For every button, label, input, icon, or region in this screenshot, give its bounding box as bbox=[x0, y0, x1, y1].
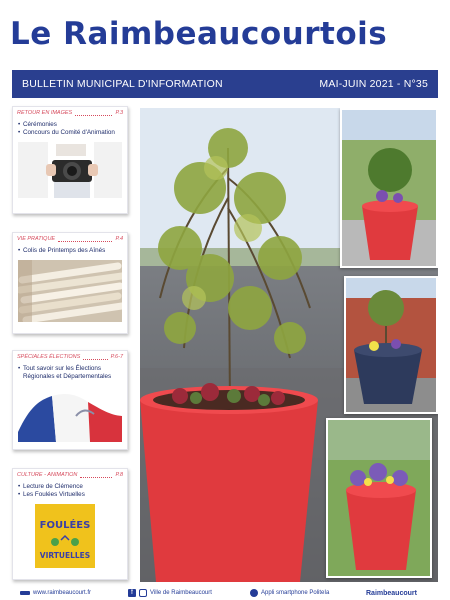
logo-text-foulees: FOULÉES bbox=[39, 520, 91, 531]
card-title: CULTURE - ANIMATION bbox=[17, 472, 78, 478]
website-text: www.raimbeaucourt.fr bbox=[33, 590, 92, 596]
card-items bbox=[13, 363, 127, 384]
issue-banner bbox=[12, 70, 438, 98]
footer-bar bbox=[0, 586, 450, 600]
card-header bbox=[13, 107, 127, 119]
footer-website[interactable] bbox=[20, 590, 91, 596]
card-title: SPÉCIALES ÉLECTIONS bbox=[17, 354, 81, 360]
footer-town-logo bbox=[366, 590, 417, 597]
card-page: P.3 bbox=[115, 110, 123, 116]
asparagus-image bbox=[18, 260, 122, 322]
card-title: VIE PRATIQUE bbox=[17, 236, 56, 242]
card-page: P.4 bbox=[115, 236, 123, 242]
card-page: P.6-7 bbox=[110, 354, 123, 360]
banner-issue: MAI-JUIN 2021 - N°35 bbox=[319, 78, 428, 90]
footer-app[interactable] bbox=[250, 589, 329, 597]
card-title: RETOUR EN IMAGES bbox=[17, 110, 73, 116]
facebook-text: Ville de Raimbeaucourt bbox=[150, 590, 212, 596]
instagram-icon bbox=[139, 589, 147, 597]
masthead-title: Le Raimbeaucourtois bbox=[10, 16, 388, 52]
app-icon bbox=[250, 589, 258, 597]
card-header bbox=[13, 469, 127, 481]
list-item: • Cérémonies bbox=[18, 121, 122, 129]
contents-card-vie-pratique[interactable] bbox=[12, 232, 128, 334]
app-text: Appli smartphone PoliteIa bbox=[261, 590, 330, 596]
list-item: • Les Foulées Virtuelles bbox=[18, 491, 122, 499]
main-cover-photo bbox=[140, 108, 438, 582]
camera-photographer-image bbox=[18, 142, 122, 198]
inset-photo-red-pot-flowers bbox=[326, 418, 432, 578]
card-header bbox=[13, 233, 127, 245]
list-item: • Concours du Comité d'Animation bbox=[18, 129, 122, 137]
card-items bbox=[13, 119, 127, 140]
web-icon bbox=[20, 591, 30, 595]
card-items bbox=[13, 245, 127, 258]
list-item: • Tout savoir sur les Élections Régionales et Départementales bbox=[18, 365, 122, 381]
contents-card-retour-images[interactable] bbox=[12, 106, 128, 214]
contents-card-culture[interactable] bbox=[12, 468, 128, 580]
facebook-icon: f bbox=[128, 589, 136, 597]
inset-photo-navy-pot bbox=[344, 276, 438, 414]
inset-photo-red-pot-lawn bbox=[340, 108, 438, 268]
contents-sidebar bbox=[12, 106, 128, 582]
contents-card-elections[interactable] bbox=[12, 350, 128, 450]
foulees-virtuelles-logo bbox=[35, 504, 95, 568]
card-page: P.8 bbox=[115, 472, 123, 478]
logo-text: Raimbeaucourt bbox=[366, 589, 417, 597]
card-leader-dots bbox=[75, 111, 112, 116]
list-item: • Lecture de Clémence bbox=[18, 483, 122, 491]
card-header bbox=[13, 351, 127, 363]
list-item: • Colis de Printemps des Aînés bbox=[18, 247, 122, 255]
card-leader-dots bbox=[58, 237, 112, 242]
card-leader-dots bbox=[83, 355, 107, 360]
french-flag-image bbox=[18, 386, 122, 442]
card-leader-dots bbox=[80, 473, 112, 478]
banner-publication: BULLETIN MUNICIPAL D'INFORMATION bbox=[22, 78, 223, 90]
card-items bbox=[13, 481, 127, 502]
footer-facebook[interactable] bbox=[128, 589, 212, 597]
logo-text-virtuelles: VIRTUELLES bbox=[39, 551, 91, 560]
